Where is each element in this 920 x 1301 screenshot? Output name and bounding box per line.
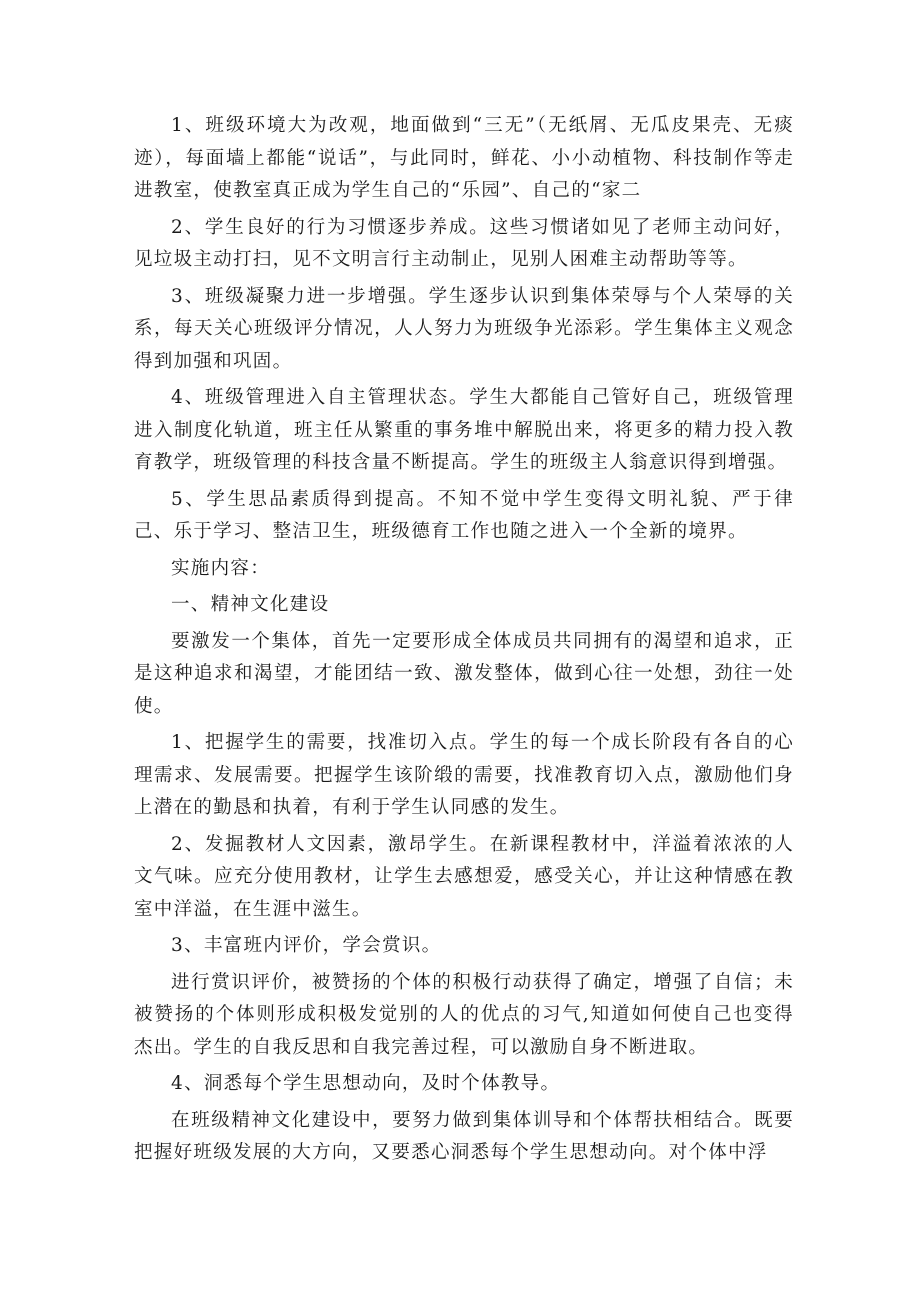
result-item-2: 2、学生良好的行为习惯逐步养成。这些习惯诸如见了老师主动问好，见垃圾主动打扫，见不文明言行主动制止，见别人困难主动帮助等等。	[134, 216, 794, 270]
document-body	[134, 110, 794, 1174]
intro-paragraph: 要激发一个集体，首先一定要形成全体成员共同拥有的渴望和追求，正是这种追求和渴望，才能团结一致、激发整体，做到心往一处想，劲往一处使。	[134, 630, 794, 717]
measure-item-3-heading: 3、丰富班内评价，学会赏识。	[171, 935, 442, 956]
result-item-5: 5、学生思品素质得到提高。不知不觉中学生变得文明礼貌、严于律己、乐于学习、整洁卫生，班级德育工作也随之进入一个全新的境界。	[134, 488, 794, 542]
measure-item-4-heading: 4、洞悉每个学生思想动向，及时个体教导。	[171, 1073, 561, 1094]
measure-item-4-body: 在班级精神文化建设中，要努力做到集体训导和个体帮扶相结合。既要把握好班级发展的大方向，又要悉心洞悉每个学生思想动向。对个体中浮	[134, 1109, 794, 1163]
measure-item-2: 2、发掘教材人文因素，激昂学生。在新课程教材中，洋溢着浓浓的人文气味。应充分使用教材，让学生去感想爱，感受关心，并让这种情感在教室中洋溢，在生涯中滋生。	[134, 833, 794, 920]
result-item-4: 4、班级管理进入自主管理状态。学生大都能自己管好自己，班级管理进入制度化轨道，班主任从繁重的事务堆中解脱出来，将更多的精力投入教育教学，班级管理的科技含量不断提高。学生的班级主人翁意识得到增强。	[134, 387, 794, 473]
section-heading-spiritual-culture: 一、精神文化建设	[171, 594, 330, 615]
measure-item-1: 1、把握学生的需要，找准切入点。学生的每一个成长阶段有各自的心理需求、发展需要。把握学生该阶缎的需要，找准教育切入点，激励他们身上潜在的勤恳和执着，有利于学生认同感的发生。	[134, 732, 794, 818]
result-item-3: 3、班级凝聚力进一步增强。学生逐步认识到集体荣辱与个人荣辱的关系，每天关心班级评分情况，人人努力为班级争光添彩。学生集体主义观念得到加强和巩固。	[134, 285, 794, 372]
result-item-1: 1、班级环境大为改观，地面做到“三无”（无纸屑、无瓜皮果壳、无痰迹），每面墙上都能“说话”，与此同时，鲜花、小小动植物、科技制作等走进教室，使教室真正成为学生自己的“乐园”、自己的“家二	[134, 115, 794, 201]
section-heading-implementation: 实施内容：	[171, 557, 271, 579]
measure-item-3-body: 进行赏识评价，被赞扬的个体的积极行动获得了确定，增强了自信；未被赞扬的个体则形成积极发觉别的人的优点的习气,知道如何使自己也变得杰出。学生的自我反思和自我完善过程，可以激励自身不断进取。	[134, 971, 794, 1058]
